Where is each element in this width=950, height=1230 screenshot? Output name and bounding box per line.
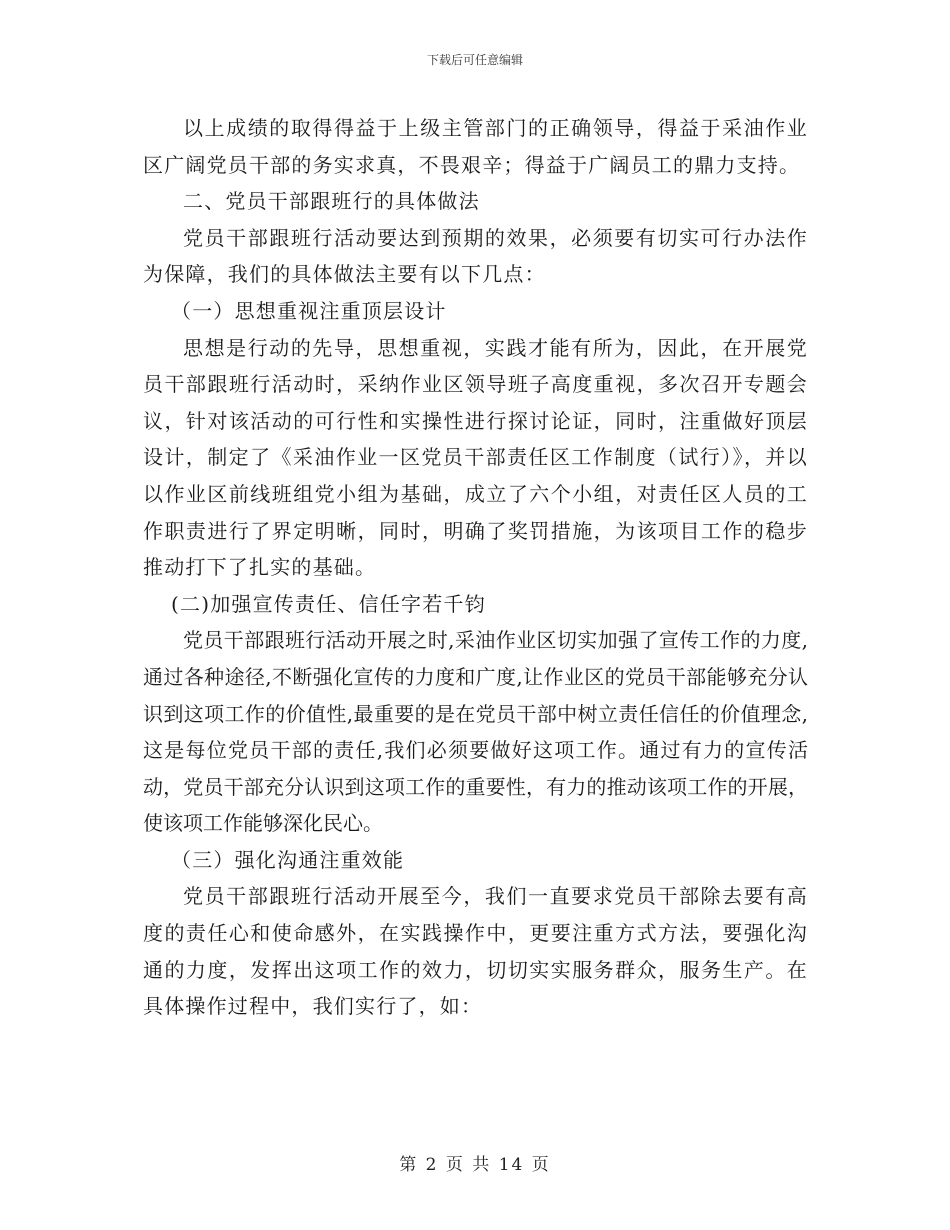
paragraph-practices-intro: 党员干部跟班行活动要达到预期的效果，必须要有切实可行办法作为保障，我们的具体做法主要有以下几点： xyxy=(143,225,808,287)
paragraph-publicity: 党员干部跟班行活动开展之时,采油作业区切实加强了宣传工作的力度,通过各种途径,不断强化宣传的力度和广度,让作业区的党员干部能够充分认识到这项工作的价值性,最重要的是在党员干部中树立责任信任的价值理念,这是每位党员干部的责任,我们必须要做好这项工作。通过有力的宣传活动，党员干部充分认识到这项工作的重要性，有力的推动该项工作的开展，使该项工作能够深化民心。 xyxy=(143,628,808,836)
subheading-publicity: (二)加强宣传责任、信任字若千钧 xyxy=(171,591,486,616)
paragraph-thought: 思想是行动的先导，思想重视，实践才能有所为，因此，在开展党员干部跟班行活动时，采纳作业区领导班子高度重视，多次召开专题会议，针对该活动的可行性和实操性进行探讨论证，同时，注重做好顶层设计，制定了《采油作业一区党员干部责任区工作制度（试行）》，并以以作业区前线班组党小组为基础，成立了六个小组，对责任区人员的工作职责进行了界定明晰，同时，明确了奖罚措施，为该项目工作的稳步推动打下了扎实的基础。 xyxy=(143,335,808,580)
document-body xyxy=(143,110,808,1025)
paragraph-achievements: 以上成绩的取得得益于上级主管部门的正确领导，得益于采油作业区广阔党员干部的务实求真，不畏艰辛；得益于广阔员工的鼎力支持。 xyxy=(143,116,808,177)
subheading-communication: （三）强化沟通注重效能 xyxy=(171,847,405,872)
paragraph-communication: 党员干部跟班行活动开展至今，我们一直要求党员干部除去要有高度的责任心和使命感外，在实践操作中，更要注重方式方法，要强化沟通的力度，发挥出这项工作的效力，切切实实服务群众，服务生产。在具体操作过程中，我们实行了，如： xyxy=(143,884,808,1019)
subheading-thought: （一）思想重视注重顶层设计 xyxy=(171,298,447,323)
page-header-note: 下载后可任意编辑 xyxy=(426,53,523,67)
page-number: 第 2 页 共 14 页 xyxy=(399,1155,551,1175)
section-heading-practices: 二、党员干部跟班行的具体做法 xyxy=(183,189,480,214)
